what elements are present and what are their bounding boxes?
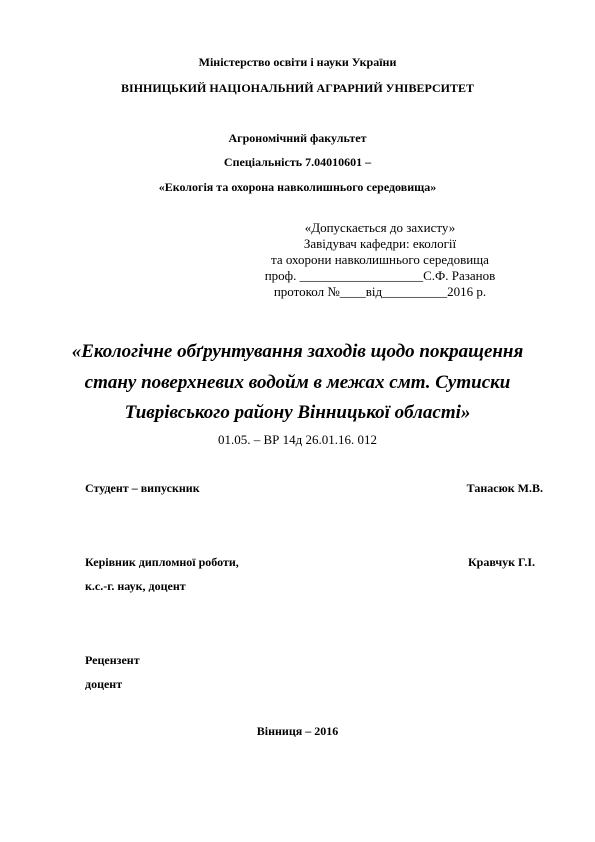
approval-signature: проф. ___________________С.Ф. Разанов [264,268,496,283]
specialty-name: «Екологія та охорона навколишнього середовища» [158,180,437,194]
ministry-line: Міністерство освіти і науки України [198,55,397,69]
thesis-title-line-2: стану поверхневих водойм в межах смт. Сутиски [84,372,511,393]
reviewer-label: Рецензент [85,653,140,667]
supervisor-name: Кравчук Г.І. [467,555,535,569]
thesis-title-line-3: Тиврівського району Вінницької області» [124,402,471,423]
university-name: ВІННИЦЬКИЙ НАЦІОНАЛЬНИЙ АГРАРНИЙ УНІВЕРСИТЕТ [121,81,474,95]
supervisor-label: Керівник дипломної роботи, [85,555,239,569]
city-year: Вінниця – 2016 [256,724,339,738]
student-name: Танасюк М.В. [466,481,543,495]
reviewer-degree: доцент [85,677,123,691]
approval-protocol: протокол №____від__________2016 р. [273,284,487,299]
faculty-line: Агрономічний факультет [228,131,367,145]
approval-department: та охорони навколишнього середовища [271,252,489,267]
supervisor-degree: к.с.-г. наук, доцент [85,579,186,593]
approval-admit: «Допускається до захисту» [304,220,456,235]
thesis-code: 01.05. – ВР 14д 26.01.16. 012 [217,432,377,447]
specialty-line: Спеціальність 7.04010601 – [223,155,372,169]
approval-head: Завідувач кафедри: екології [303,236,457,251]
student-label: Студент – випускник [85,481,200,495]
thesis-title-line-1: «Екологічне обґрунтування заходів щодо покращення [71,341,524,362]
